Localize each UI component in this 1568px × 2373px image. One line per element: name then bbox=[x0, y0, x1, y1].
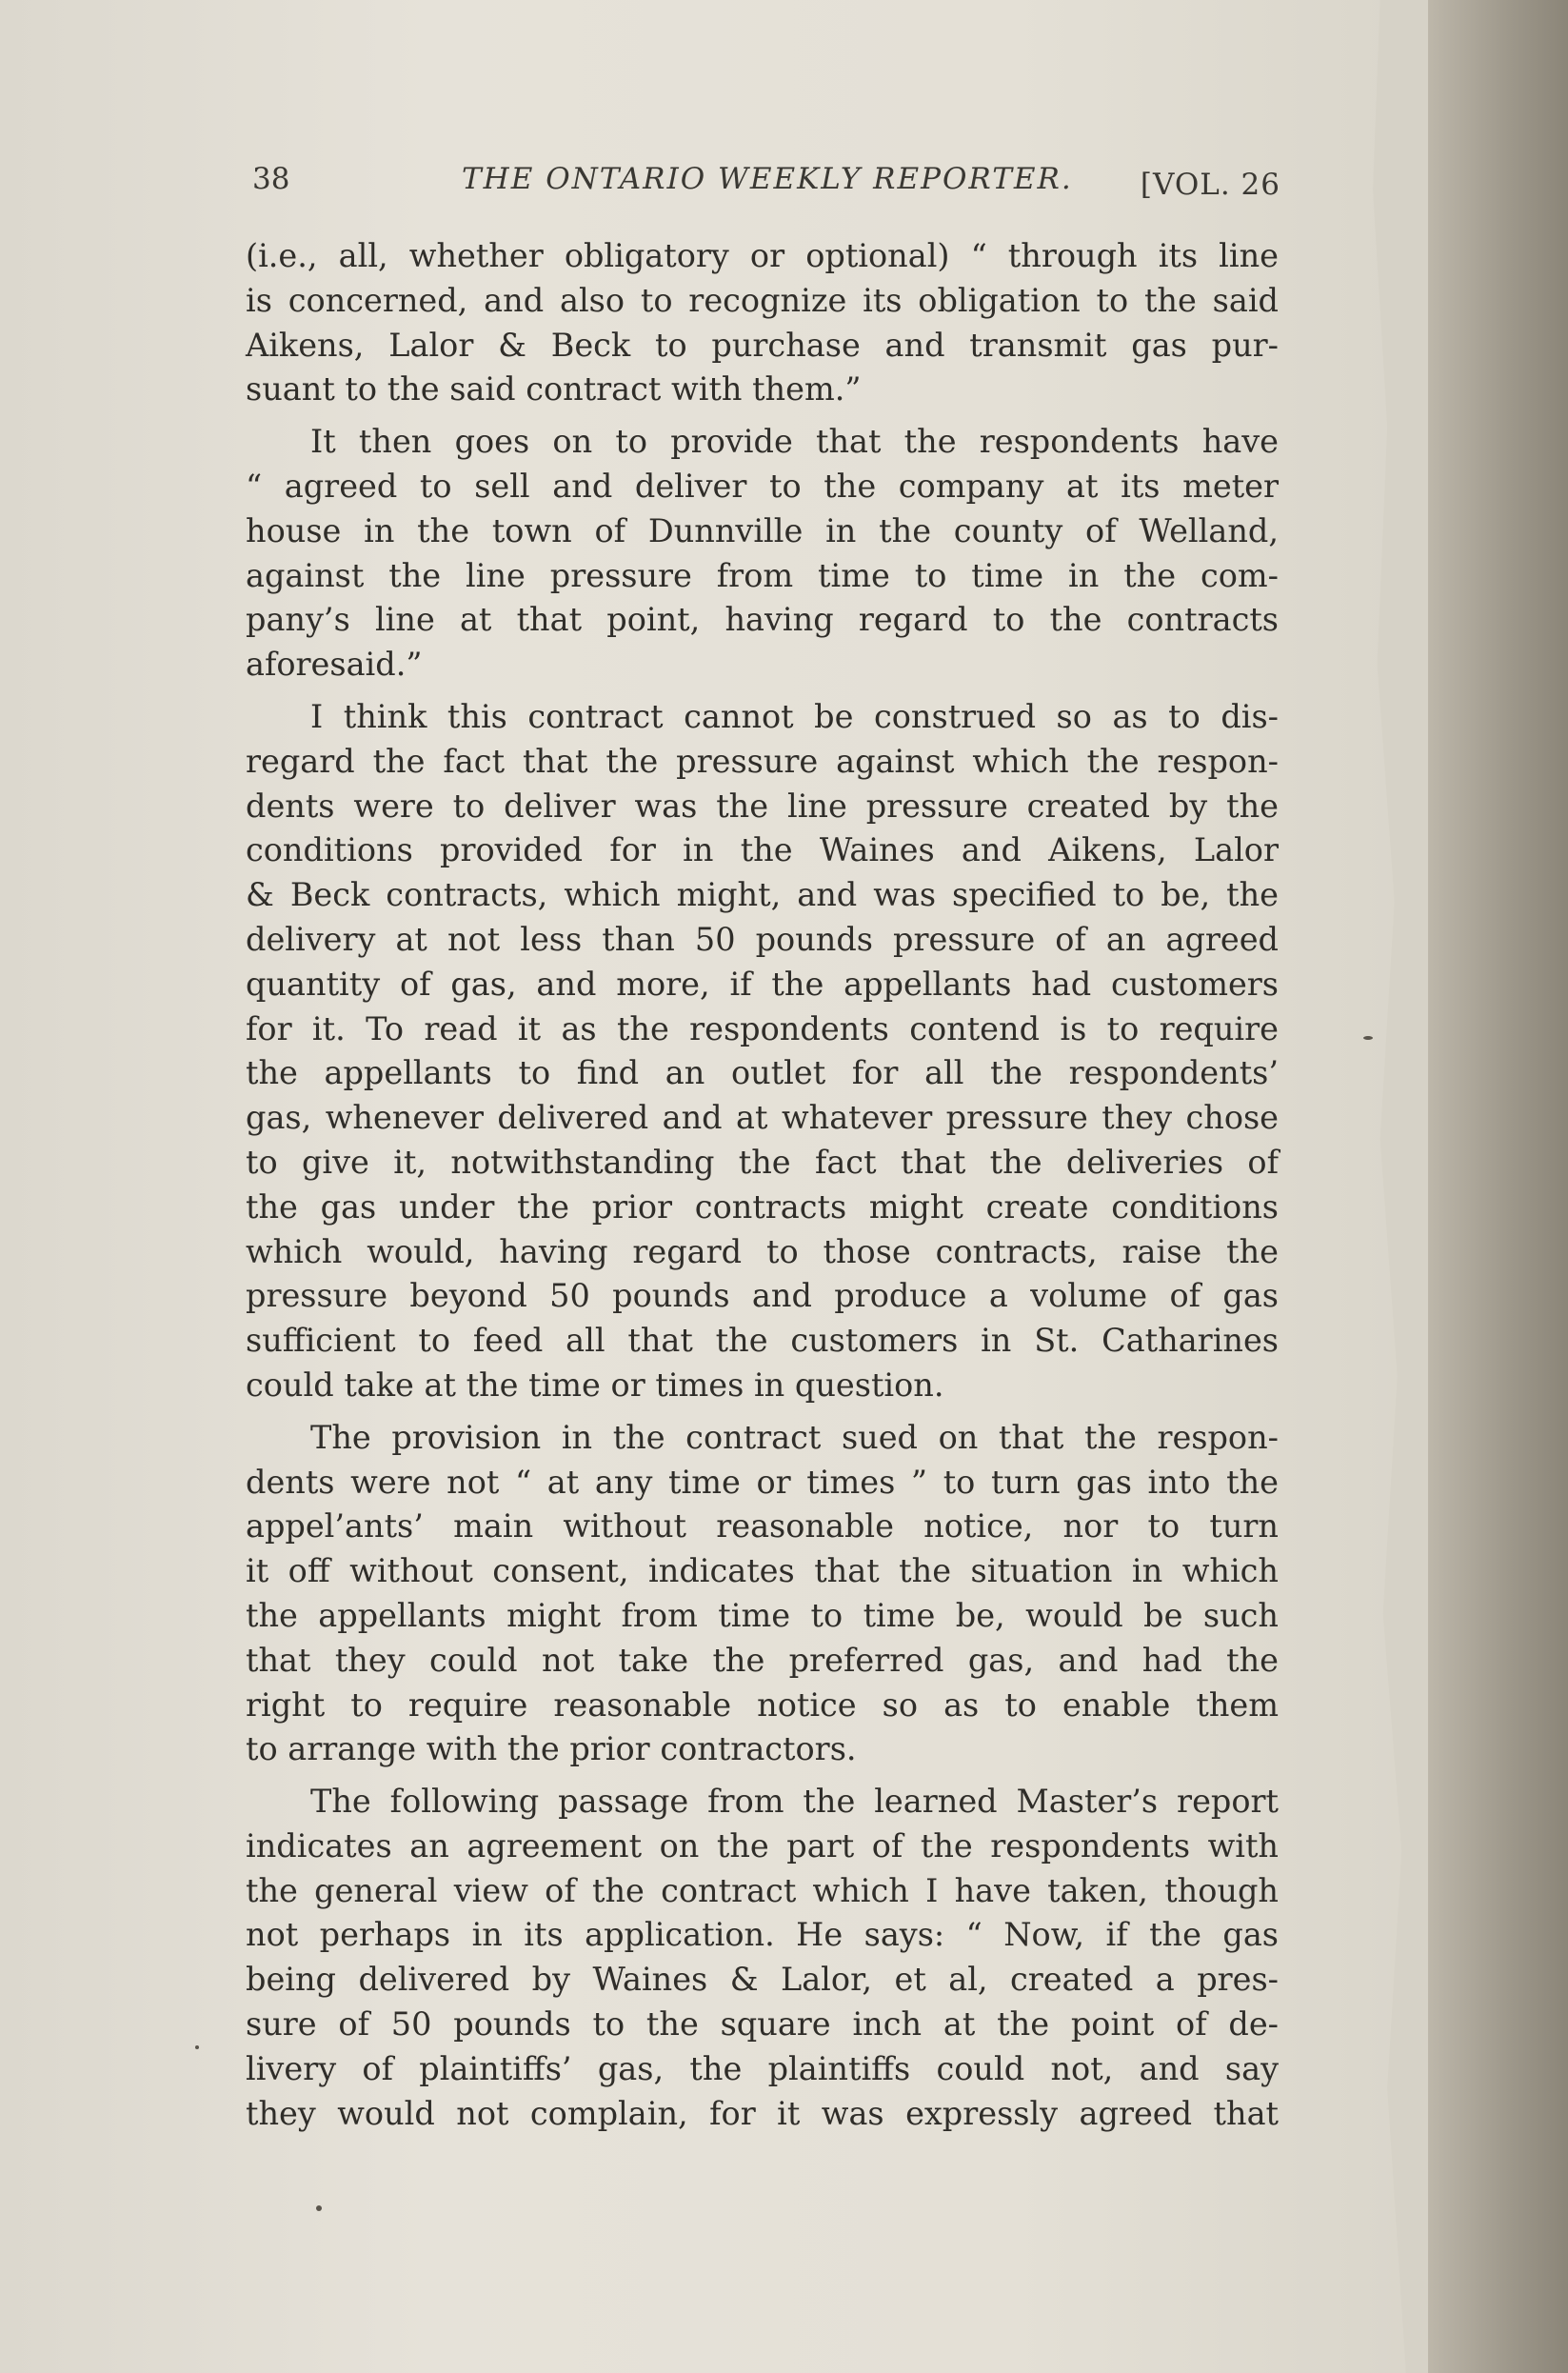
text-line: the general view of the contract which I have taken, though bbox=[246, 1871, 1279, 1909]
text-line: gas, whenever delivered and at whatever pressure they chose bbox=[246, 1099, 1279, 1137]
text-line: conditions provided for in the Waines and Aikens, Lalor bbox=[246, 831, 1279, 869]
text-line: sure of 50 pounds to the square inch at the point of de- bbox=[246, 2005, 1279, 2044]
text-line: The provision in the contract sued on that the respon- bbox=[310, 1418, 1279, 1456]
text-line: could take at the time or times in question. bbox=[246, 1366, 944, 1404]
text-line: regard the fact that the pressure against which the respon- bbox=[246, 742, 1279, 780]
text-line: quantity of gas, and more, if the appellants had customers bbox=[246, 965, 1279, 1003]
text-line: appel’ants’ main without reasonable notice, nor to turn bbox=[246, 1507, 1279, 1545]
text-line: delivery at not less than 50 pounds pressure of an agreed bbox=[246, 920, 1279, 958]
text-line: livery of plaintiffs’ gas, the plaintiffs could not, and say bbox=[246, 2049, 1279, 2087]
text-line: pressure beyond 50 pounds and produce a volume of gas bbox=[246, 1277, 1279, 1315]
text-line: dents were to deliver was the line pressure created by the bbox=[246, 787, 1279, 825]
text-line: which would, having regard to those contracts, raise the bbox=[246, 1232, 1279, 1270]
text-line: “ agreed to sell and deliver to the company at its meter bbox=[246, 467, 1279, 505]
paragraph-1 bbox=[246, 234, 1279, 412]
volume-label: [VOL. 26 bbox=[1140, 168, 1280, 202]
text-line: The following passage from the learned Master’s report bbox=[310, 1783, 1279, 1821]
text-line: being delivered by Waines & Lalor, et al, created a pres- bbox=[246, 1961, 1279, 1999]
text-line: house in the town of Dunnville in the county of Welland, bbox=[246, 511, 1279, 549]
text-line: for it. To read it as the respondents contend is to require bbox=[246, 1009, 1279, 1047]
text-line: it off without consent, indicates that the situation in which bbox=[246, 1552, 1279, 1590]
ink-speck bbox=[195, 2045, 199, 2049]
text-line: I think this contract cannot be construed so as to dis- bbox=[310, 697, 1279, 735]
text-line: the appellants to find an outlet for all the respondents’ bbox=[246, 1054, 1279, 1092]
text-line: they would not complain, for it was expressly agreed that bbox=[246, 2094, 1279, 2132]
running-header bbox=[252, 154, 1280, 211]
page-edge-shadow bbox=[1428, 0, 1568, 2373]
text-line: (i.e., all, whether obligatory or optional) “ through its line bbox=[246, 237, 1279, 274]
text-line: the appellants might from time to time be, would be such bbox=[246, 1596, 1279, 1634]
text-line: to arrange with the prior contractors. bbox=[246, 1730, 857, 1768]
text-line: the gas under the prior contracts might create conditions bbox=[246, 1187, 1279, 1226]
ink-speck bbox=[316, 2205, 322, 2211]
text-line: against the line pressure from time to time in the com- bbox=[246, 556, 1279, 594]
text-line: is concerned, and also to recognize its obligation to the said bbox=[246, 281, 1279, 319]
text-line: that they could not take the preferred gas, and had the bbox=[246, 1641, 1279, 1679]
text-line: Aikens, Lalor & Beck to purchase and transmit gas pur- bbox=[246, 326, 1279, 364]
text-line: right to require reasonable notice so as to enable them bbox=[246, 1685, 1279, 1724]
paragraph-2 bbox=[246, 420, 1279, 688]
paragraph-3 bbox=[246, 695, 1279, 1408]
text-line: suant to the said contract with them.” bbox=[246, 370, 862, 409]
text-line: & Beck contracts, which might, and was specified to be, the bbox=[246, 876, 1279, 914]
text-line: pany’s line at that point, having regard to the contracts bbox=[246, 601, 1279, 639]
text-line: It then goes on to provide that the respondents have bbox=[310, 423, 1279, 461]
text-line: sufficient to feed all that the customers in St. Catharines bbox=[246, 1322, 1279, 1360]
text-line: not perhaps in its application. He says: “ Now, if the gas bbox=[246, 1916, 1279, 1954]
text-line: aforesaid.” bbox=[246, 646, 423, 684]
paragraph-4 bbox=[246, 1416, 1279, 1772]
text-line: indicates an agreement on the part of the respondents with bbox=[246, 1826, 1279, 1864]
text-line: dents were not “ at any time or times ” to turn gas into the bbox=[246, 1463, 1279, 1501]
running-title: THE ONTARIO WEEKLY REPORTER. bbox=[462, 162, 1073, 196]
body-text bbox=[246, 234, 1279, 2144]
paragraph-5 bbox=[246, 1780, 1279, 2136]
page-number: 38 bbox=[252, 162, 290, 196]
ink-speck bbox=[1363, 1036, 1373, 1040]
text-line: to give it, notwithstanding the fact that the deliveries of bbox=[246, 1143, 1279, 1181]
